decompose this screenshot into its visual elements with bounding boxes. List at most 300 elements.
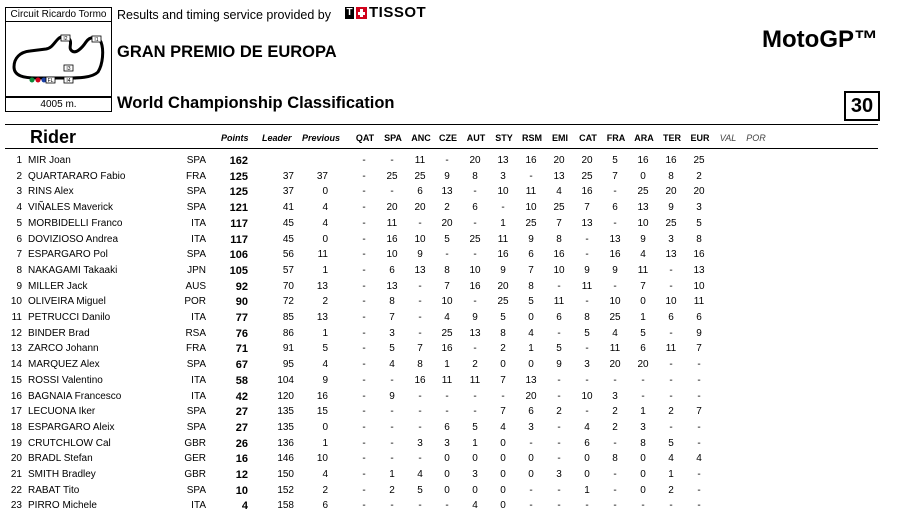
race-points-cell: 16 bbox=[386, 233, 398, 245]
race-points-cell: 25 bbox=[525, 217, 537, 229]
race-points-cell: 5 bbox=[528, 296, 534, 308]
race-points-cell: 25 bbox=[553, 202, 565, 214]
table-row bbox=[0, 406, 900, 422]
race-points-cell: - bbox=[669, 359, 673, 371]
points-cell: 90 bbox=[235, 296, 248, 309]
table-row bbox=[0, 391, 900, 407]
points-cell: 27 bbox=[235, 421, 248, 434]
race-points-cell: - bbox=[473, 343, 477, 355]
race-points-cell: - bbox=[697, 469, 701, 480]
race-points-cell: 8 bbox=[444, 264, 450, 276]
points-cell: 125 bbox=[229, 170, 248, 183]
position-cell: 16 bbox=[10, 390, 22, 402]
race-points-cell: 6 bbox=[556, 312, 562, 323]
previous-gap-cell: 2 bbox=[322, 484, 328, 496]
race-points-cell: - bbox=[445, 390, 449, 402]
race-points-cell: - bbox=[362, 390, 366, 402]
race-points-cell: 25 bbox=[414, 170, 426, 182]
race-points-cell: 8 bbox=[696, 233, 702, 245]
race-points-cell: 3 bbox=[472, 469, 478, 480]
race-points-cell: 4 bbox=[528, 327, 534, 339]
race-points-cell: - bbox=[390, 453, 394, 465]
race-points-cell: 6 bbox=[584, 437, 590, 449]
points-cell: 12 bbox=[235, 469, 248, 481]
race-points-cell: 7 bbox=[696, 406, 702, 418]
points-cell: 58 bbox=[235, 374, 248, 387]
race-points-cell: 11 bbox=[469, 374, 481, 386]
position-cell: 21 bbox=[10, 469, 22, 480]
race-points-cell: 4 bbox=[444, 312, 450, 323]
race-points-cell: 20 bbox=[414, 202, 426, 214]
race-points-cell: 7 bbox=[556, 217, 562, 229]
race-points-cell: - bbox=[557, 484, 561, 496]
race-points-cell: 11 bbox=[414, 155, 426, 166]
position-cell: 4 bbox=[16, 202, 22, 214]
nation-cell: ITA bbox=[191, 233, 206, 245]
points-cell: 10 bbox=[235, 484, 248, 497]
race-points-cell: 7 bbox=[584, 202, 590, 214]
nation-cell: SPA bbox=[186, 421, 206, 433]
nation-cell: POR bbox=[184, 296, 206, 308]
race-points-cell: 11 bbox=[386, 217, 398, 229]
race-points-cell: 1 bbox=[640, 312, 646, 323]
rider-name-cell: VIÑALES Maverick bbox=[28, 202, 114, 214]
race-points-cell: 2 bbox=[612, 421, 618, 433]
race-points-cell: - bbox=[418, 312, 422, 323]
points-cell: 42 bbox=[235, 390, 248, 403]
race-points-cell: - bbox=[362, 343, 366, 355]
race-points-cell: 16 bbox=[581, 186, 593, 198]
race-points-cell: 10 bbox=[609, 296, 621, 308]
race-points-cell: 3 bbox=[584, 359, 590, 371]
previous-gap-cell: 13 bbox=[316, 312, 328, 323]
race-points-cell: - bbox=[418, 296, 422, 308]
race-points-cell: 1 bbox=[584, 484, 590, 496]
race-points-cell: 13 bbox=[609, 233, 621, 245]
race-column-header: RSM bbox=[522, 133, 542, 143]
sponsor-name: TISSOT bbox=[369, 4, 427, 21]
race-points-cell: - bbox=[613, 437, 617, 449]
circuit-name: Circuit Ricardo Tormo bbox=[5, 7, 112, 22]
race-points-cell: 3 bbox=[612, 390, 618, 402]
nation-cell: SPA bbox=[186, 186, 206, 198]
race-points-cell: - bbox=[418, 421, 422, 433]
track-layout-icon bbox=[6, 22, 111, 96]
race-points-cell: 8 bbox=[612, 453, 618, 465]
race-points-cell: 0 bbox=[640, 453, 646, 465]
race-points-cell: - bbox=[362, 217, 366, 229]
race-points-cell: 10 bbox=[497, 186, 509, 198]
previous-gap-cell: 37 bbox=[316, 170, 328, 182]
race-points-cell: 20 bbox=[581, 155, 593, 166]
race-points-cell: - bbox=[669, 374, 673, 386]
race-points-cell: - bbox=[390, 406, 394, 418]
rider-name-cell: LECUONA Iker bbox=[28, 406, 96, 418]
table-row bbox=[0, 485, 900, 501]
race-points-cell: 1 bbox=[500, 217, 506, 229]
race-points-cell: 16 bbox=[469, 280, 481, 292]
race-points-cell: 16 bbox=[441, 343, 453, 355]
race-points-cell: - bbox=[362, 374, 366, 386]
table-row bbox=[0, 343, 900, 359]
leader-gap-cell: 150 bbox=[277, 469, 294, 480]
leader-gap-cell: 37 bbox=[282, 170, 294, 182]
points-cell: 26 bbox=[235, 437, 248, 450]
previous-column-header: Previous bbox=[302, 133, 341, 143]
leader-gap-cell: 91 bbox=[282, 343, 294, 355]
race-points-cell: 5 bbox=[696, 217, 702, 229]
race-points-cell: 3 bbox=[640, 421, 646, 433]
race-points-cell: 5 bbox=[500, 312, 506, 323]
points-cell: 117 bbox=[230, 217, 248, 230]
previous-gap-cell: 2 bbox=[322, 296, 328, 308]
race-points-cell: 6 bbox=[528, 249, 534, 261]
position-cell: 9 bbox=[16, 280, 22, 292]
race-points-cell: 10 bbox=[637, 217, 649, 229]
race-points-cell: 11 bbox=[665, 343, 677, 355]
race-points-cell: 6 bbox=[389, 264, 395, 276]
leader-column-header: Leader bbox=[262, 133, 292, 143]
race-points-cell: - bbox=[557, 437, 561, 449]
race-points-cell: 0 bbox=[500, 453, 506, 465]
race-points-cell: 8 bbox=[584, 312, 590, 323]
nation-cell: SPA bbox=[186, 484, 206, 496]
race-points-cell: 1 bbox=[640, 406, 646, 418]
sector-label: I4 bbox=[66, 78, 71, 84]
race-points-cell: 10 bbox=[441, 296, 453, 308]
race-points-cell: - bbox=[585, 343, 589, 355]
race-points-cell: - bbox=[418, 453, 422, 465]
race-points-cell: 13 bbox=[665, 249, 677, 261]
race-points-cell: - bbox=[390, 155, 394, 166]
table-row bbox=[0, 312, 900, 328]
race-points-cell: 8 bbox=[389, 296, 395, 308]
race-points-cell: - bbox=[473, 249, 477, 261]
race-points-cell: - bbox=[362, 484, 366, 496]
race-points-cell: 2 bbox=[668, 484, 674, 496]
race-points-cell: 2 bbox=[668, 406, 674, 418]
race-points-cell: 4 bbox=[417, 469, 423, 480]
rider-name-cell: QUARTARARO Fabio bbox=[28, 170, 126, 182]
points-cell: 71 bbox=[235, 343, 248, 356]
race-points-cell: - bbox=[445, 500, 449, 512]
race-points-cell: - bbox=[362, 406, 366, 418]
nation-cell: RSA bbox=[185, 327, 206, 339]
race-points-cell: 7 bbox=[640, 280, 646, 292]
points-cell: 92 bbox=[235, 280, 248, 293]
nation-cell: SPA bbox=[186, 406, 206, 418]
race-points-cell: - bbox=[418, 327, 422, 339]
position-cell: 23 bbox=[10, 500, 22, 512]
race-points-cell: 7 bbox=[389, 312, 395, 323]
points-cell: 16 bbox=[235, 453, 248, 466]
race-points-cell: 0 bbox=[584, 469, 590, 480]
race-points-cell: 9 bbox=[472, 312, 478, 323]
race-points-cell: 20 bbox=[609, 359, 621, 371]
race-points-cell: 25 bbox=[497, 296, 509, 308]
race-column-header: AUT bbox=[466, 133, 486, 143]
race-points-cell: 8 bbox=[472, 170, 478, 182]
race-points-cell: 9 bbox=[389, 390, 395, 402]
race-points-cell: - bbox=[697, 421, 701, 433]
race-points-cell: - bbox=[362, 421, 366, 433]
race-points-cell: - bbox=[529, 437, 533, 449]
race-points-cell: 5 bbox=[584, 327, 590, 339]
position-cell: 1 bbox=[16, 155, 22, 166]
race-points-cell: - bbox=[697, 437, 701, 449]
race-points-cell: - bbox=[390, 500, 394, 512]
table-row bbox=[0, 234, 900, 250]
race-points-cell: 0 bbox=[528, 469, 534, 480]
race-points-cell: 20 bbox=[637, 359, 649, 371]
race-points-cell: 10 bbox=[525, 202, 537, 214]
table-row bbox=[0, 469, 900, 485]
leader-gap-cell: 45 bbox=[282, 233, 294, 245]
race-points-cell: 0 bbox=[500, 500, 506, 512]
race-points-cell: 8 bbox=[528, 280, 534, 292]
previous-gap-cell: 1 bbox=[322, 264, 328, 276]
points-cell: 76 bbox=[235, 327, 248, 340]
race-points-cell: 20 bbox=[469, 155, 481, 166]
rider-name-cell: DOVIZIOSO Andrea bbox=[28, 233, 119, 245]
previous-gap-cell: 0 bbox=[322, 233, 328, 245]
race-points-cell: 9 bbox=[612, 264, 618, 276]
race-points-cell: 3 bbox=[500, 170, 506, 182]
rider-name-cell: NAKAGAMI Takaaki bbox=[28, 264, 118, 276]
race-points-cell: 8 bbox=[500, 327, 506, 339]
race-points-cell: 6 bbox=[528, 406, 534, 418]
leader-gap-cell: 85 bbox=[282, 312, 294, 323]
race-points-cell: 0 bbox=[500, 437, 506, 449]
race-points-cell: - bbox=[390, 374, 394, 386]
race-points-cell: 6 bbox=[472, 202, 478, 214]
race-points-cell: - bbox=[362, 312, 366, 323]
race-points-cell: 0 bbox=[444, 484, 450, 496]
leader-gap-cell: 41 bbox=[282, 202, 294, 214]
nation-cell: GBR bbox=[184, 469, 206, 480]
race-column-header: ANC bbox=[411, 133, 431, 143]
race-points-cell: - bbox=[362, 264, 366, 276]
race-points-cell: - bbox=[697, 500, 701, 512]
race-points-cell: - bbox=[669, 421, 673, 433]
race-points-cell: 11 bbox=[553, 296, 565, 308]
race-points-cell: 6 bbox=[444, 421, 450, 433]
position-cell: 7 bbox=[16, 249, 22, 261]
race-points-cell: - bbox=[697, 484, 701, 496]
race-points-cell: - bbox=[362, 359, 366, 371]
race-points-cell: - bbox=[390, 421, 394, 433]
points-cell: 162 bbox=[229, 155, 248, 167]
race-points-cell: 20 bbox=[553, 155, 565, 166]
race-points-cell: - bbox=[557, 374, 561, 386]
race-points-cell: 0 bbox=[528, 312, 534, 323]
race-points-cell: 16 bbox=[693, 249, 705, 261]
race-points-cell: 7 bbox=[417, 343, 423, 355]
leader-gap-cell: 135 bbox=[277, 421, 294, 433]
race-points-cell: 7 bbox=[500, 406, 506, 418]
table-row bbox=[0, 422, 900, 438]
race-points-cell: 5 bbox=[472, 421, 478, 433]
race-points-cell: - bbox=[362, 469, 366, 480]
race-points-cell: 10 bbox=[469, 264, 481, 276]
header-divider bbox=[5, 124, 878, 125]
race-points-cell: - bbox=[529, 500, 533, 512]
race-points-cell: - bbox=[501, 202, 505, 214]
race-points-cell: 8 bbox=[640, 437, 646, 449]
race-points-cell: 8 bbox=[556, 233, 562, 245]
race-points-cell: 10 bbox=[693, 280, 705, 292]
race-points-cell: 7 bbox=[500, 374, 506, 386]
leader-gap-cell: 57 bbox=[282, 264, 294, 276]
leader-gap-cell: 104 bbox=[277, 374, 294, 386]
race-points-cell: 2 bbox=[612, 406, 618, 418]
race-points-cell: - bbox=[613, 484, 617, 496]
race-points-cell: 3 bbox=[668, 233, 674, 245]
race-points-cell: - bbox=[418, 280, 422, 292]
table-row bbox=[0, 202, 900, 218]
race-points-cell: 7 bbox=[444, 280, 450, 292]
race-points-cell: 10 bbox=[553, 264, 565, 276]
race-points-cell: 25 bbox=[665, 217, 677, 229]
race-points-cell: - bbox=[473, 186, 477, 198]
race-points-cell: - bbox=[362, 186, 366, 198]
rider-name-cell: ESPARGARO Aleix bbox=[28, 421, 115, 433]
race-points-cell: 4 bbox=[612, 327, 618, 339]
previous-gap-cell: 9 bbox=[322, 374, 328, 386]
race-points-cell: 16 bbox=[609, 249, 621, 261]
rider-name-cell: BRADL Stefan bbox=[28, 453, 93, 465]
race-points-cell: 4 bbox=[500, 421, 506, 433]
race-points-cell: - bbox=[390, 186, 394, 198]
race-points-cell: 6 bbox=[417, 186, 423, 198]
sector-label: I2 bbox=[63, 36, 68, 42]
sponsor-logo: T TISSOT bbox=[346, 4, 427, 21]
rider-name-cell: ZARCO Johann bbox=[28, 343, 99, 355]
race-points-cell: 13 bbox=[497, 155, 509, 166]
nation-cell: SPA bbox=[186, 155, 206, 166]
race-points-cell: - bbox=[362, 249, 366, 261]
race-points-cell: - bbox=[473, 217, 477, 229]
rider-name-cell: MIR Joan bbox=[28, 155, 71, 166]
race-points-cell: 5 bbox=[668, 437, 674, 449]
race-points-cell: 9 bbox=[668, 202, 674, 214]
points-cell: 4 bbox=[241, 500, 248, 513]
race-points-cell: 3 bbox=[556, 469, 562, 480]
race-points-cell: - bbox=[362, 500, 366, 512]
race-points-cell: - bbox=[641, 390, 645, 402]
race-points-cell: - bbox=[418, 500, 422, 512]
previous-gap-cell: 4 bbox=[322, 202, 328, 214]
race-points-cell: 0 bbox=[640, 170, 646, 182]
rider-name-cell: RINS Alex bbox=[28, 186, 74, 198]
race-points-cell: 25 bbox=[637, 186, 649, 198]
previous-gap-cell: 16 bbox=[316, 390, 328, 402]
table-row bbox=[0, 359, 900, 375]
race-points-cell: - bbox=[669, 280, 673, 292]
race-points-cell: - bbox=[585, 249, 589, 261]
race-points-cell: 20 bbox=[441, 217, 453, 229]
race-points-cell: 13 bbox=[441, 186, 453, 198]
race-points-cell: 25 bbox=[581, 170, 593, 182]
rider-name-cell: RABAT Tito bbox=[28, 484, 80, 496]
race-column-header: SPA bbox=[384, 133, 402, 143]
race-points-cell: - bbox=[613, 217, 617, 229]
race-points-cell: - bbox=[585, 500, 589, 512]
race-points-cell: 9 bbox=[640, 233, 646, 245]
race-points-cell: 0 bbox=[640, 296, 646, 308]
race-points-cell: 4 bbox=[472, 500, 478, 512]
rider-name-cell: BINDER Brad bbox=[28, 327, 90, 339]
swiss-cross-icon bbox=[356, 7, 367, 19]
race-points-cell: 6 bbox=[640, 343, 646, 355]
race-points-cell: 13 bbox=[637, 202, 649, 214]
leader-gap-cell: 56 bbox=[282, 249, 294, 261]
race-points-cell: 4 bbox=[696, 453, 702, 465]
position-cell: 17 bbox=[10, 406, 22, 418]
race-points-cell: 11 bbox=[637, 264, 649, 276]
position-cell: 5 bbox=[16, 217, 22, 229]
race-points-cell: - bbox=[613, 500, 617, 512]
race-points-cell: 16 bbox=[525, 155, 537, 166]
race-points-cell: 13 bbox=[553, 170, 565, 182]
race-points-cell: 20 bbox=[497, 280, 509, 292]
table-row bbox=[0, 155, 900, 171]
position-cell: 11 bbox=[11, 312, 22, 323]
points-cell: 106 bbox=[229, 249, 248, 262]
table-row bbox=[0, 186, 900, 202]
document-title: World Championship Classification bbox=[117, 94, 395, 112]
race-points-cell: - bbox=[613, 374, 617, 386]
race-points-cell: 9 bbox=[556, 359, 562, 371]
race-points-cell: - bbox=[362, 280, 366, 292]
event-title: GRAN PREMIO DE EUROPA bbox=[117, 43, 337, 61]
race-points-cell: 5 bbox=[389, 343, 395, 355]
nation-cell: SPA bbox=[186, 202, 206, 214]
race-points-cell: - bbox=[529, 170, 533, 182]
race-column-header: EUR bbox=[690, 133, 710, 143]
race-points-cell: 3 bbox=[528, 421, 534, 433]
leader-gap-cell: 146 bbox=[277, 453, 294, 465]
race-points-cell: 7 bbox=[528, 264, 534, 276]
race-points-cell: 16 bbox=[665, 155, 677, 166]
rider-column-header: Rider bbox=[30, 127, 77, 147]
table-row bbox=[0, 218, 900, 234]
race-points-cell: 25 bbox=[693, 155, 705, 166]
race-points-cell: 4 bbox=[640, 249, 646, 261]
leader-gap-cell: 70 bbox=[282, 280, 294, 292]
race-points-cell: 13 bbox=[693, 264, 705, 276]
race-points-cell: 25 bbox=[386, 170, 398, 182]
race-points-cell: - bbox=[585, 406, 589, 418]
previous-gap-cell: 10 bbox=[316, 453, 328, 465]
previous-gap-cell: 13 bbox=[316, 280, 328, 292]
race-points-cell: - bbox=[390, 437, 394, 449]
race-points-cell: 5 bbox=[444, 233, 450, 245]
brand-logo: MotoGP™ bbox=[762, 26, 878, 53]
race-points-cell: 11 bbox=[609, 343, 621, 355]
race-points-cell: 20 bbox=[665, 186, 677, 198]
race-points-cell: 10 bbox=[581, 390, 593, 402]
race-points-cell: - bbox=[613, 280, 617, 292]
race-points-cell: - bbox=[445, 249, 449, 261]
race-points-cell: 0 bbox=[500, 359, 506, 371]
race-points-cell: - bbox=[697, 374, 701, 386]
race-points-cell: 4 bbox=[389, 359, 395, 371]
race-points-cell: 11 bbox=[581, 280, 593, 292]
nation-cell: ITA bbox=[191, 390, 206, 402]
race-points-cell: 2 bbox=[389, 484, 395, 496]
race-points-cell: 9 bbox=[500, 264, 506, 276]
